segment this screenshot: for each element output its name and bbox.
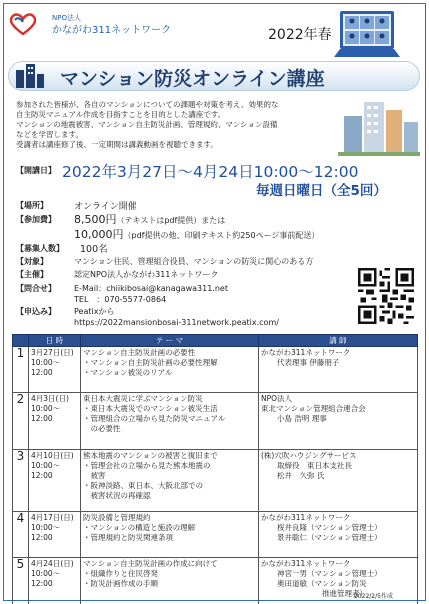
row-theme — [81, 393, 259, 450]
fee2-amount: 10,000円 — [74, 228, 124, 241]
host-value: 認定NPO法人かながわ311ネットワーク — [74, 270, 219, 279]
row-number: 5 — [13, 558, 29, 604]
teacher-line: (株)穴吹ハウジングサービス — [261, 451, 357, 460]
theme-line: ・管理規約と防災関連条項 — [83, 533, 173, 542]
theme-line: ・東日本大震災でのマンション被災生活 — [83, 404, 218, 413]
header-theme: テ ー マ — [81, 335, 259, 347]
teacher-line: 景井聡仁（マンション管理士） — [277, 533, 382, 542]
row-teacher — [259, 558, 418, 604]
teacher-line: 松井 久弥 氏 — [277, 471, 325, 480]
teacher-line: 小島 浩明 理事 — [277, 414, 327, 423]
row-theme — [81, 512, 259, 558]
row-teacher — [259, 450, 418, 512]
online-meeting-icon — [332, 9, 402, 61]
theme-line: ・管理組合の立場から見た防災マニュアル — [83, 414, 226, 423]
row-date — [29, 347, 81, 393]
intro-text — [16, 100, 336, 150]
place-value: オンライン開催 — [74, 202, 137, 212]
teacher-line: 取締役 東日本支社長 — [277, 461, 352, 470]
row-theme — [81, 347, 259, 393]
apply-label: 【申込み】 — [16, 307, 56, 316]
teacher-line: 東北マンション管理組合連合会 — [261, 404, 366, 413]
row-date — [29, 450, 81, 512]
row-theme — [81, 450, 259, 512]
theme-line: ・防災計画作成の手順 — [83, 579, 158, 588]
teacher-line: 推進管理者） — [277, 589, 367, 598]
row-teacher — [259, 512, 418, 558]
fee1-note: （テキストはpdf提供）または — [116, 216, 226, 225]
row-teacher — [259, 393, 418, 450]
time-text: 10:00〜12:00 — [31, 404, 61, 423]
theme-line: ・組織作りと住民啓発 — [83, 569, 158, 578]
teacher-line: 奥田道敏（マンション防災 — [277, 579, 367, 588]
fee-label: 【参加費】 — [16, 215, 56, 224]
row-number: 1 — [13, 347, 29, 393]
target-value: マンション住民、管理組合役員、マンションの防災に関心のある方 — [74, 257, 314, 266]
time-text: 10:00〜12:00 — [31, 523, 61, 542]
teacher-line: かながわ311ネットワーク — [261, 513, 351, 522]
intro-line: 参加された皆様が、各自のマンションについての課題や対策を考え、効果的な — [16, 100, 279, 109]
intro-line: マンションの地震被害、マンション自主防災計画、管理規約、マンション設備 — [16, 120, 278, 129]
apply-url-link[interactable]: https://2022mansionbosai-311network.peatix.com/ — [74, 318, 279, 327]
header-num — [13, 335, 29, 347]
row-date — [29, 393, 81, 450]
time-text: 10:00〜12:00 — [31, 358, 61, 377]
period-dates: 2022年3月27日〜4月24日10:00〜12:00 — [62, 163, 359, 181]
capacity-value: 100名 — [80, 244, 108, 255]
fee-option-1 — [74, 211, 225, 227]
row-date — [29, 558, 81, 604]
row-number: 2 — [13, 393, 29, 450]
fee-option-2 — [74, 226, 319, 242]
theme-line: マンション自主防災計画の作成に向けて — [83, 559, 218, 568]
buildings-illustration-icon — [338, 94, 420, 156]
table-header-row — [13, 335, 418, 347]
contact-label: 【問合せ】 — [16, 284, 56, 293]
org-name: かながわ311ネットワーク — [52, 25, 172, 36]
schedule-table — [12, 334, 418, 604]
host-label: 【主催】 — [16, 270, 48, 279]
target-label: 【対象】 — [16, 257, 48, 266]
row-theme — [81, 558, 259, 604]
capacity-label: 【募集人数】 — [16, 244, 64, 253]
table-row — [13, 393, 418, 450]
qr-code-icon[interactable] — [358, 268, 414, 324]
heart-logo-icon — [8, 12, 38, 36]
row-number: 4 — [13, 512, 29, 558]
date-text: 4月3日(日) — [31, 394, 69, 403]
theme-line: ・阪神淡路、東日本、大阪北部での — [83, 481, 203, 490]
theme-line: ・管理会社の立場から見た熊本地震の — [83, 461, 211, 470]
date-text: 4月10日(日) — [31, 451, 74, 460]
teacher-line: 桜井良隆（マンション管理士） — [277, 523, 382, 532]
fee1-amount: 8,500円 — [74, 213, 117, 226]
time-text: 10:00〜12:00 — [31, 569, 61, 588]
org-sub-label: NPO法人 — [52, 14, 81, 22]
period-schedule: 毎週日曜日（全5回） — [256, 183, 387, 199]
city-building-icon — [14, 62, 46, 90]
theme-line: 防災設備と管理規約 — [83, 513, 151, 522]
teacher-line: 神宮一男（マンション管理士） — [277, 569, 382, 578]
header-teacher: 講 師 — [259, 335, 418, 347]
header-date: 日 時 — [29, 335, 81, 347]
table-row — [13, 347, 418, 393]
theme-line: 東日本大震災に学ぶマンション防災 — [83, 394, 203, 403]
intro-line: 受講者は講座修了後、一定期間は講義動画を視聴できます。 — [16, 140, 218, 149]
theme-line: の必要性 — [83, 424, 121, 433]
season-label: 2022年春 — [268, 27, 332, 43]
place-label: 【場所】 — [16, 201, 48, 210]
contact-email[interactable]: E-Mail：chiikibosai@kanagawa311.net — [74, 284, 228, 293]
theme-line: 被害 — [83, 471, 106, 480]
period-label: 【開講日】 — [16, 166, 56, 175]
teacher-line: かながわ311ネットワーク — [261, 559, 351, 568]
page-title: マンション防災オンライン講座 — [60, 68, 325, 90]
theme-line: 被害状況の再確認 — [83, 491, 151, 500]
time-text: 10:00〜12:00 — [31, 461, 61, 480]
theme-line: マンション自主防災計画の必要性 — [83, 348, 196, 357]
table-row — [13, 512, 418, 558]
created-date: 2022/2/5作成 — [354, 593, 393, 600]
date-text: 4月24日(日) — [31, 559, 74, 568]
date-text: 3月27日(日) — [31, 348, 74, 357]
row-number: 3 — [13, 450, 29, 512]
theme-line: ・マンションの構造と施設の理解 — [83, 523, 196, 532]
fee2-note: （pdf提供の他、印刷テキスト約250ページ事前配送） — [123, 231, 320, 240]
row-date — [29, 512, 81, 558]
theme-line: ・マンション自主防災計画の必要性理解 — [83, 358, 218, 367]
table-row — [13, 450, 418, 512]
date-text: 4月17日(日) — [31, 513, 74, 522]
intro-line: 自主防災マニュアル作成を目指すことを目的とした講座です。 — [16, 110, 226, 119]
row-teacher — [259, 347, 418, 393]
apply-method: Peatixから — [74, 307, 115, 316]
theme-line: 熊本地震のマンションの被害と復旧まで — [83, 451, 218, 460]
contact-tel[interactable]: TEL ：070-5577-0864 — [74, 295, 167, 304]
teacher-line: NPO法人 — [261, 394, 293, 403]
teacher-line: 代表理事 伊藤朋子 — [277, 358, 340, 367]
theme-line: ・マンション被災のリアル — [83, 368, 173, 377]
teacher-line: かながわ311ネットワーク — [261, 348, 351, 357]
intro-line: などを学習します。 — [16, 130, 83, 139]
